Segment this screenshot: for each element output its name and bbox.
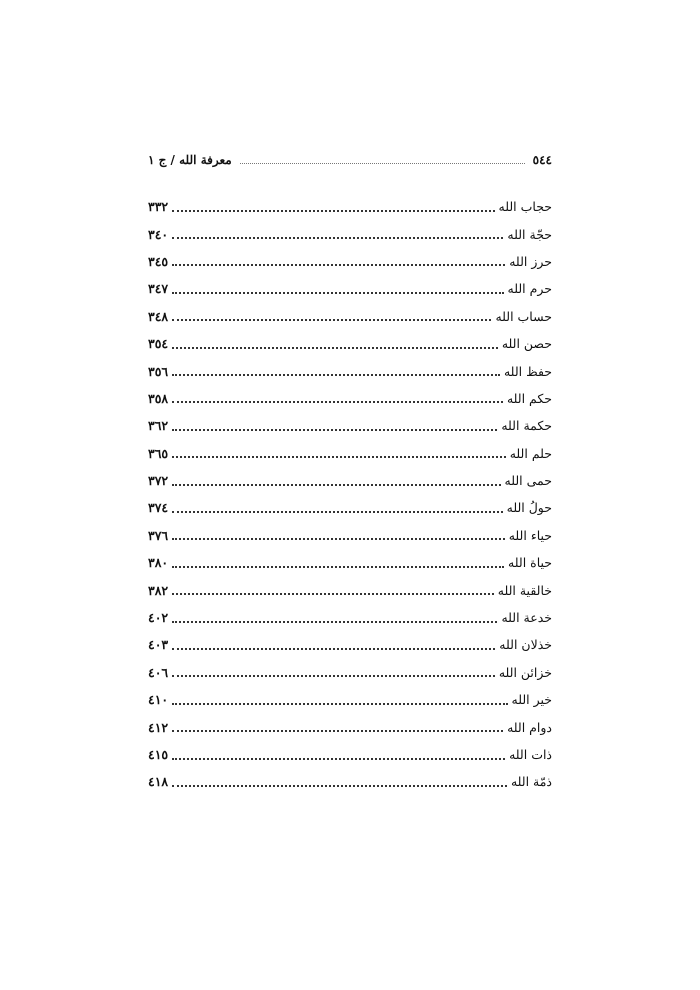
toc-entry[interactable] [148, 303, 552, 330]
entry-title: حصن الله [501, 336, 552, 352]
entry-page-number: ٣٥٨ [148, 390, 169, 406]
dot-leader [172, 648, 495, 650]
toc-entry[interactable] [148, 357, 552, 384]
dot-leader [172, 730, 503, 732]
entry-page-number: ٣٨٠ [148, 555, 169, 571]
dot-leader [172, 758, 505, 760]
entry-page-number: ٣٦٥ [148, 445, 169, 461]
dot-leader [172, 566, 504, 568]
entry-page-number: ٣٤٥ [148, 253, 169, 269]
entry-page-number: ٣٤٨ [148, 308, 169, 324]
entry-page-number: ٣٨٢ [148, 582, 169, 598]
dot-leader [172, 511, 502, 513]
dot-leader [172, 237, 503, 239]
running-header [148, 150, 552, 170]
entry-title: حولُ الله [506, 500, 552, 516]
toc-entry[interactable] [148, 248, 552, 275]
entry-title: حياء الله [508, 527, 552, 543]
entry-page-number: ٤٠٦ [148, 664, 169, 680]
dot-leader [172, 429, 497, 431]
entry-title: حجّة الله [507, 226, 552, 242]
entry-title: حكمة الله [501, 418, 552, 434]
entry-title: حمى الله [504, 473, 552, 489]
entry-title: حجاب الله [498, 199, 552, 215]
entry-title: خدعة الله [501, 610, 552, 626]
dot-leader [172, 210, 494, 212]
entry-title: حفظ الله [503, 363, 552, 379]
dot-leader [172, 703, 507, 705]
entry-title: حرم الله [507, 281, 552, 297]
entry-title: ذمّة الله [510, 774, 552, 790]
entry-page-number: ٣٣٢ [148, 199, 169, 215]
dot-leader [172, 347, 498, 349]
entry-page-number: ٣٧٤ [148, 500, 169, 516]
toc-entry[interactable] [148, 330, 552, 357]
dot-leader [172, 538, 505, 540]
dot-leader [172, 675, 495, 677]
toc-entry[interactable] [148, 385, 552, 412]
toc-entry[interactable] [148, 659, 552, 686]
entry-page-number: ٣٥٦ [148, 363, 169, 379]
dot-leader [172, 319, 491, 321]
entry-page-number: ٣٤٧ [148, 281, 169, 297]
entry-title: دوام الله [507, 719, 552, 735]
entry-title: حساب الله [495, 308, 552, 324]
entry-title: ذات الله [509, 747, 552, 762]
entry-page-number: ٣٥٤ [148, 336, 169, 352]
page-number: ٥٤٤ [532, 153, 552, 167]
entry-page-number: ٣٦٢ [148, 418, 169, 434]
dot-leader [172, 292, 503, 294]
entry-page-number: ٤١٢ [148, 719, 169, 735]
toc-entry[interactable] [148, 522, 552, 549]
toc-entry[interactable] [148, 440, 552, 467]
dot-leader [172, 374, 500, 376]
entry-page-number: ٤٠٢ [148, 610, 169, 626]
dot-leader [172, 621, 497, 623]
toc-entry[interactable] [148, 494, 552, 521]
running-title: معرفة الله / ج ١ [148, 153, 232, 167]
dot-leader [172, 593, 494, 595]
entry-title: خذلان الله [499, 637, 552, 653]
dot-leader [172, 456, 506, 458]
toc-entry[interactable] [148, 713, 552, 740]
entry-page-number: ٤٠٣ [148, 637, 169, 653]
toc-entry[interactable] [148, 686, 552, 713]
entry-page-number: ٣٧٦ [148, 527, 169, 543]
toc-entry[interactable] [148, 576, 552, 603]
entry-page-number: ٤١٨ [148, 774, 169, 790]
toc-entry[interactable] [148, 741, 552, 768]
entry-page-number: ٤١٠ [148, 692, 169, 708]
entry-title: حرز الله [509, 253, 552, 269]
entry-page-number: ٣٧٢ [148, 473, 169, 489]
entry-title: حلم الله [509, 445, 552, 461]
dot-leader [172, 484, 500, 486]
entry-title: حكم الله [506, 390, 552, 406]
toc-entry[interactable] [148, 412, 552, 439]
entry-title: حياة الله [508, 555, 552, 571]
header-leader-line [240, 163, 525, 164]
toc-entry[interactable] [148, 768, 552, 795]
toc-entry[interactable] [148, 467, 552, 494]
dot-leader [172, 264, 505, 266]
toc-entry[interactable] [148, 275, 552, 302]
entry-title: خير الله [511, 692, 552, 708]
table-of-contents [148, 193, 552, 796]
toc-entry[interactable] [148, 604, 552, 631]
entry-page-number: ٣٤٠ [148, 226, 169, 242]
dot-leader [172, 401, 503, 403]
toc-entry[interactable] [148, 631, 552, 658]
dot-leader [172, 785, 507, 787]
entry-page-number: ٤١٥ [148, 747, 169, 762]
entry-title: خالقية الله [497, 582, 552, 598]
toc-entry[interactable] [148, 549, 552, 576]
toc-entry[interactable] [148, 220, 552, 247]
entry-title: خزائن الله [498, 664, 552, 680]
toc-entry[interactable] [148, 193, 552, 220]
